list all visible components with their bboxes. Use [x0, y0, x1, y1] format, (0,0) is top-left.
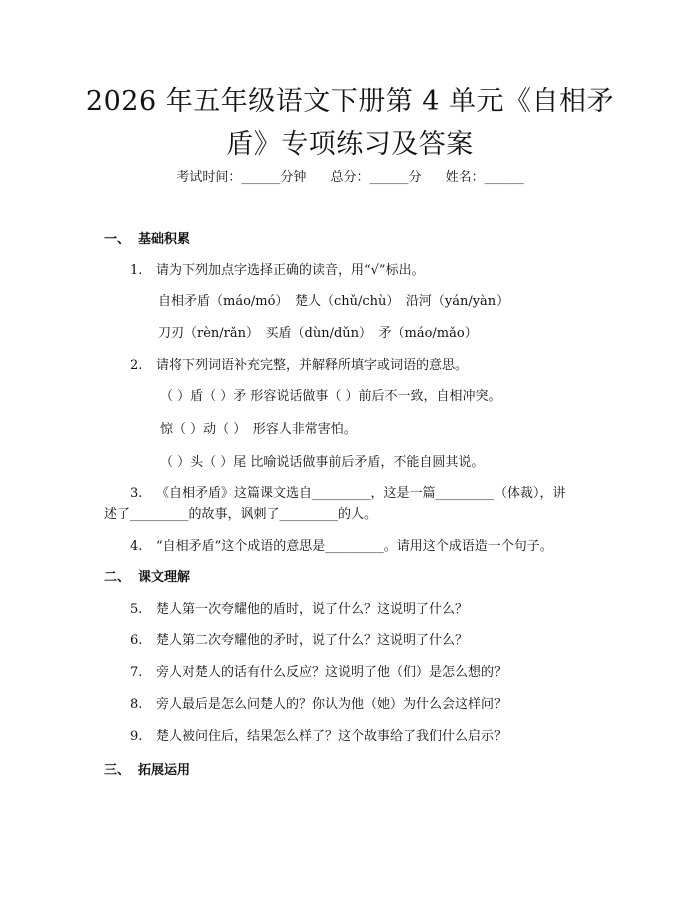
question-6 — [130, 631, 468, 651]
question-5 — [130, 600, 468, 620]
question-text: 楚人第一次夸耀他的盾时，说了什么？这说明了什么？ — [156, 602, 469, 617]
section-label: 基础积累 — [138, 232, 191, 247]
q1-options-line-1: 自相矛盾（máo/mó） 楚人（chǔ/chù） 沿河（yán/yàn） — [158, 294, 510, 309]
page-title — [60, 80, 640, 166]
question-number: 3. — [130, 486, 143, 501]
section-label: 拓展运用 — [138, 763, 191, 778]
title-line-1: 2026 年五年级语文下册第 4 单元《自相矛 — [85, 86, 615, 117]
section-heading-3 — [104, 761, 190, 781]
total-score: 总分：______分 — [330, 170, 422, 185]
question-7 — [130, 663, 507, 683]
question-number: 4. — [130, 539, 143, 554]
q2-item-line-1: （ ）盾（ ）矛 形容说话做事（ ）前后不一致，自相冲突。 — [160, 389, 502, 404]
question-number: 5. — [130, 602, 143, 617]
question-text: 旁人最后是怎么问楚人的？你认为他（她）为什么会这样问？ — [156, 697, 508, 712]
student-name: 姓名：______ — [445, 170, 524, 185]
question-9 — [130, 727, 507, 747]
question-1 — [130, 261, 425, 281]
question-number: 9. — [130, 729, 143, 744]
question-text: 旁人对楚人的话有什么反应？这说明了他（们）是怎么想的？ — [156, 665, 508, 680]
q2-item-line-3: （ ）头（ ）尾 比喻说话做事前后矛盾，不能自圆其说。 — [160, 455, 485, 470]
question-4 — [130, 537, 553, 557]
question-8 — [130, 695, 507, 715]
q3-continuation: 述了_________的故事，讽刺了_________的人。 — [104, 507, 378, 522]
section-heading-1 — [104, 230, 190, 250]
question-number: 8. — [130, 697, 143, 712]
question-text-a: 《自相矛盾》这篇课文选自_________，这是一篇_________（体裁），讲 — [156, 486, 566, 501]
title-line-2: 盾》专项练习及答案 — [226, 129, 474, 160]
section-number: 三、 — [104, 763, 131, 778]
exam-meta — [0, 168, 700, 188]
q2-item-line-2: 惊（ ）动（ ） 形容人非常害怕。 — [160, 422, 357, 437]
section-heading-2 — [104, 568, 190, 588]
question-number: 7. — [130, 665, 143, 680]
question-text: “自相矛盾”这个成语的意思是_________。请用这个成语造一个句子。 — [156, 539, 553, 554]
question-number: 6. — [130, 633, 143, 648]
question-text: 楚人第二次夸耀他的矛时，说了什么？这说明了什么？ — [156, 633, 469, 648]
question-text: 请将下列词语补充完整，并解释所填字或词语的意思。 — [156, 358, 469, 373]
exam-time: 考试时间：______分钟 — [176, 170, 307, 185]
question-number: 1. — [130, 263, 143, 278]
question-3 — [130, 484, 566, 504]
question-text: 楚人被问住后，结果怎么样了？这个故事给了我们什么启示？ — [156, 729, 508, 744]
section-number: 二、 — [104, 570, 131, 585]
section-number: 一、 — [104, 232, 131, 247]
question-text: 请为下列加点字选择正确的读音，用“√”标出。 — [156, 263, 425, 278]
question-2 — [130, 356, 468, 376]
question-number: 2. — [130, 358, 143, 373]
section-label: 课文理解 — [138, 570, 191, 585]
q1-options-line-2: 刀刃（rèn/rǎn） 买盾（dùn/dǔn） 矛（máo/mǎo） — [158, 326, 478, 341]
